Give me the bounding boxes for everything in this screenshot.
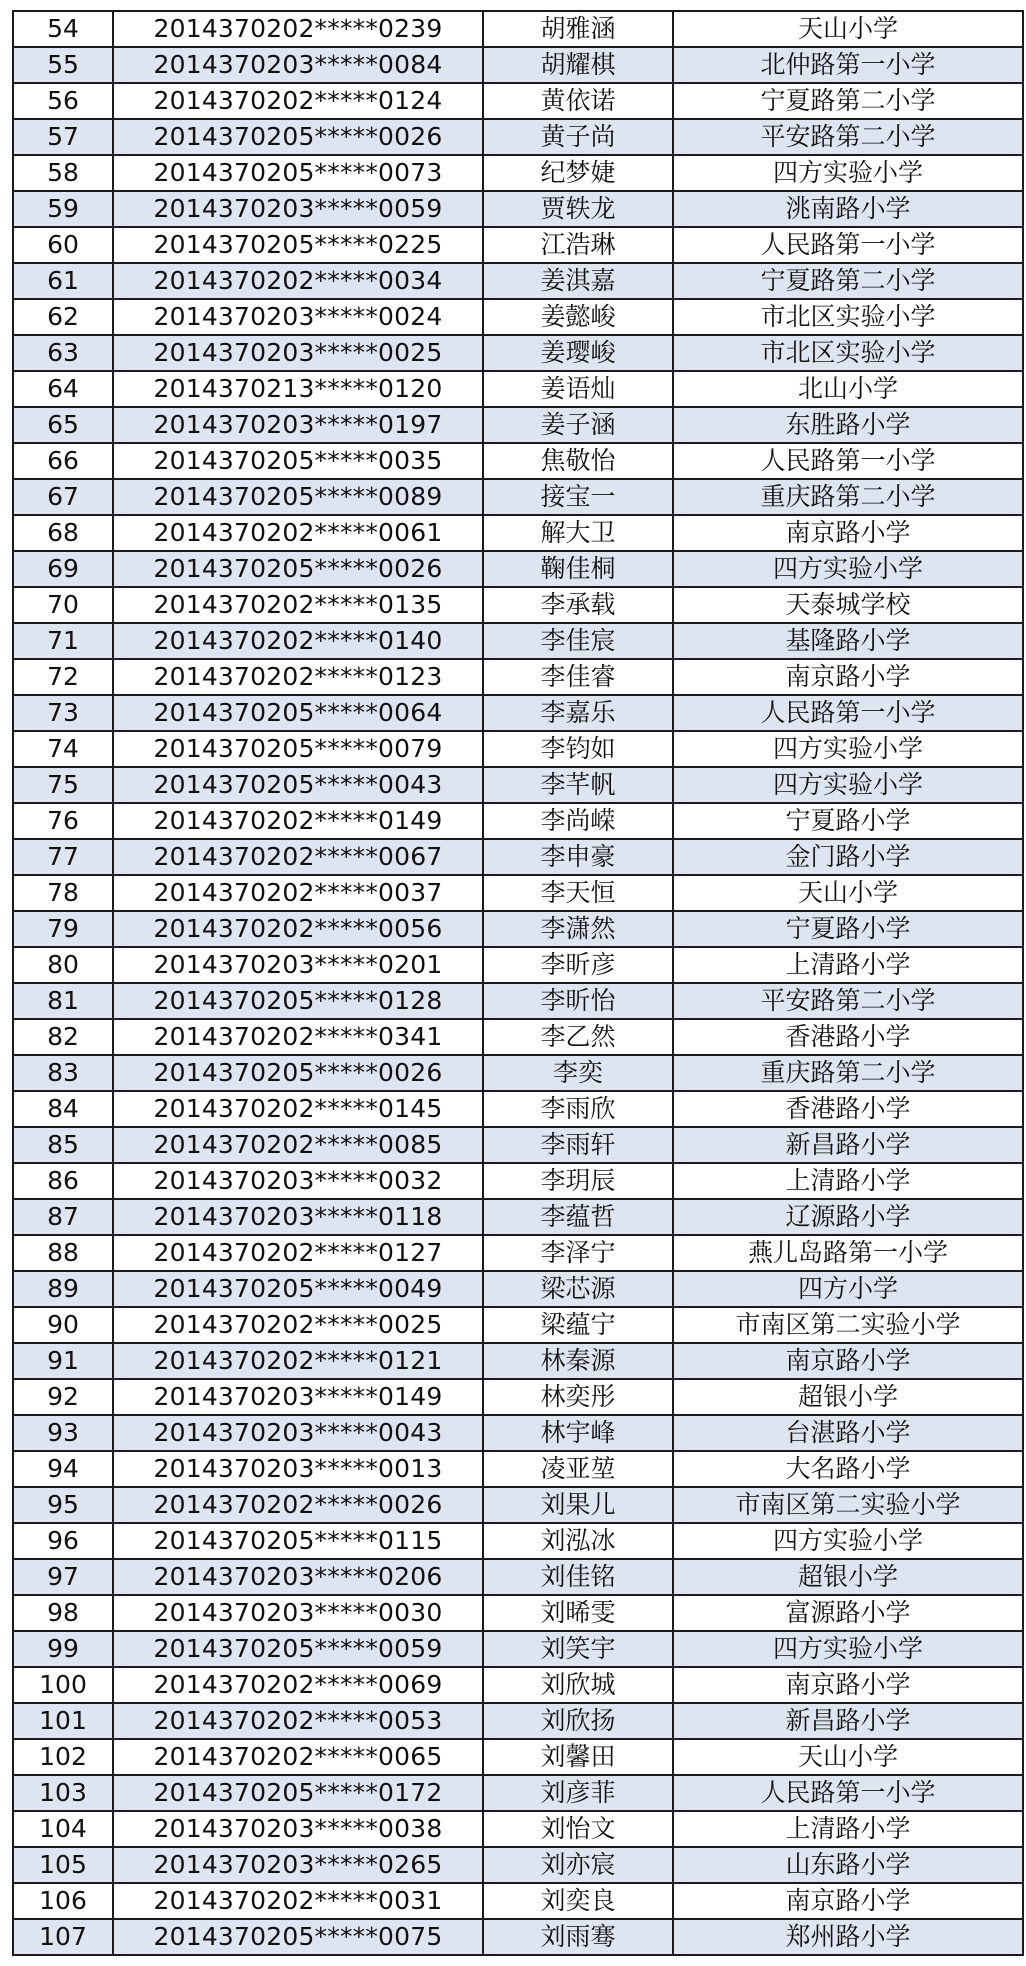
- exam-id-cell: 2014370202*****0121: [113, 1343, 483, 1379]
- row-number-cell: 98: [13, 1595, 113, 1631]
- school-name-cell: 新昌路小学: [673, 1127, 1023, 1163]
- student-name-cell: 姜懿峻: [483, 299, 673, 335]
- school-name-cell: 人民路第一小学: [673, 695, 1023, 731]
- row-number-cell: 92: [13, 1379, 113, 1415]
- student-name-cell: 林宇峰: [483, 1415, 673, 1451]
- exam-id-cell: 2014370202*****0135: [113, 587, 483, 623]
- table-row: [13, 947, 1023, 983]
- school-name-cell: 超银小学: [673, 1559, 1023, 1595]
- exam-id-cell: 2014370203*****0025: [113, 335, 483, 371]
- exam-id-cell: 2014370203*****0084: [113, 47, 483, 83]
- row-number-cell: 95: [13, 1487, 113, 1523]
- school-name-cell: 宁夏路小学: [673, 911, 1023, 947]
- table-row: [13, 227, 1023, 263]
- school-name-cell: 天山小学: [673, 1739, 1023, 1775]
- row-number-cell: 81: [13, 983, 113, 1019]
- table-row: [13, 1163, 1023, 1199]
- student-name-cell: 刘亦宸: [483, 1847, 673, 1883]
- exam-id-cell: 2014370203*****0043: [113, 1415, 483, 1451]
- row-number-cell: 102: [13, 1739, 113, 1775]
- student-name-cell: 刘晞雯: [483, 1595, 673, 1631]
- student-name-cell: 刘笑宇: [483, 1631, 673, 1667]
- student-name-cell: 李昕彦: [483, 947, 673, 983]
- school-name-cell: 重庆路第二小学: [673, 479, 1023, 515]
- exam-id-cell: 2014370202*****0061: [113, 515, 483, 551]
- row-number-cell: 84: [13, 1091, 113, 1127]
- exam-id-cell: 2014370202*****0056: [113, 911, 483, 947]
- table-row: [13, 1811, 1023, 1847]
- exam-id-cell: 2014370202*****0037: [113, 875, 483, 911]
- row-number-cell: 71: [13, 623, 113, 659]
- row-number-cell: 88: [13, 1235, 113, 1271]
- exam-id-cell: 2014370203*****0206: [113, 1559, 483, 1595]
- school-name-cell: 富源路小学: [673, 1595, 1023, 1631]
- table-row: [13, 1091, 1023, 1127]
- school-name-cell: 宁夏路第二小学: [673, 263, 1023, 299]
- row-number-cell: 64: [13, 371, 113, 407]
- table-row: [13, 1487, 1023, 1523]
- student-name-cell: 焦敬怡: [483, 443, 673, 479]
- row-number-cell: 59: [13, 191, 113, 227]
- school-name-cell: 市北区实验小学: [673, 299, 1023, 335]
- school-name-cell: 平安路第二小学: [673, 983, 1023, 1019]
- student-name-cell: 李钧如: [483, 731, 673, 767]
- student-name-cell: 贾轶龙: [483, 191, 673, 227]
- student-name-cell: 刘欣扬: [483, 1703, 673, 1739]
- table-row: [13, 1451, 1023, 1487]
- table-row: [13, 1559, 1023, 1595]
- table-row: [13, 1343, 1023, 1379]
- table-row: [13, 1235, 1023, 1271]
- row-number-cell: 107: [13, 1919, 113, 1955]
- school-name-cell: 南京路小学: [673, 659, 1023, 695]
- exam-id-cell: 2014370202*****0065: [113, 1739, 483, 1775]
- student-name-cell: 李雨轩: [483, 1127, 673, 1163]
- exam-id-cell: 2014370205*****0172: [113, 1775, 483, 1811]
- exam-id-cell: 2014370202*****0123: [113, 659, 483, 695]
- student-name-cell: 胡耀棋: [483, 47, 673, 83]
- exam-id-cell: 2014370205*****0073: [113, 155, 483, 191]
- school-name-cell: 上清路小学: [673, 1163, 1023, 1199]
- student-name-cell: 李乙然: [483, 1019, 673, 1055]
- row-number-cell: 97: [13, 1559, 113, 1595]
- student-name-cell: 江浩琳: [483, 227, 673, 263]
- student-name-cell: 刘怡文: [483, 1811, 673, 1847]
- table-row: [13, 1271, 1023, 1307]
- table-row: [13, 443, 1023, 479]
- row-number-cell: 54: [13, 11, 113, 47]
- student-name-cell: 李雨欣: [483, 1091, 673, 1127]
- school-name-cell: 市北区实验小学: [673, 335, 1023, 371]
- table-row: [13, 659, 1023, 695]
- student-name-cell: 凌亚堃: [483, 1451, 673, 1487]
- table-row: [13, 11, 1023, 47]
- row-number-cell: 90: [13, 1307, 113, 1343]
- exam-id-cell: 2014370202*****0069: [113, 1667, 483, 1703]
- table-row: [13, 1019, 1023, 1055]
- school-name-cell: 香港路小学: [673, 1091, 1023, 1127]
- table-row: [13, 1415, 1023, 1451]
- row-number-cell: 55: [13, 47, 113, 83]
- row-number-cell: 75: [13, 767, 113, 803]
- row-number-cell: 58: [13, 155, 113, 191]
- school-name-cell: 台湛路小学: [673, 1415, 1023, 1451]
- table-row: [13, 263, 1023, 299]
- row-number-cell: 104: [13, 1811, 113, 1847]
- table-row: [13, 1631, 1023, 1667]
- row-number-cell: 94: [13, 1451, 113, 1487]
- row-number-cell: 72: [13, 659, 113, 695]
- school-name-cell: 金门路小学: [673, 839, 1023, 875]
- table-row: [13, 731, 1023, 767]
- table-row: [13, 1127, 1023, 1163]
- school-name-cell: 人民路第一小学: [673, 1775, 1023, 1811]
- exam-id-cell: 2014370203*****0024: [113, 299, 483, 335]
- school-name-cell: 重庆路第二小学: [673, 1055, 1023, 1091]
- row-number-cell: 56: [13, 83, 113, 119]
- table-row: [13, 803, 1023, 839]
- student-name-cell: 李承载: [483, 587, 673, 623]
- table-row: [13, 1667, 1023, 1703]
- row-number-cell: 91: [13, 1343, 113, 1379]
- school-name-cell: 大名路小学: [673, 1451, 1023, 1487]
- table-row: [13, 1703, 1023, 1739]
- school-name-cell: 南京路小学: [673, 1343, 1023, 1379]
- student-name-cell: 李泽宁: [483, 1235, 673, 1271]
- exam-id-cell: 2014370205*****0089: [113, 479, 483, 515]
- table-row: [13, 515, 1023, 551]
- school-name-cell: 山东路小学: [673, 1847, 1023, 1883]
- student-list-table: [12, 10, 1024, 1956]
- row-number-cell: 57: [13, 119, 113, 155]
- exam-id-cell: 2014370202*****0140: [113, 623, 483, 659]
- exam-id-cell: 2014370205*****0026: [113, 1055, 483, 1091]
- exam-id-cell: 2014370202*****0053: [113, 1703, 483, 1739]
- row-number-cell: 79: [13, 911, 113, 947]
- student-name-cell: 刘欣城: [483, 1667, 673, 1703]
- student-name-cell: 接宝一: [483, 479, 673, 515]
- table-row: [13, 299, 1023, 335]
- row-number-cell: 69: [13, 551, 113, 587]
- school-name-cell: 四方实验小学: [673, 155, 1023, 191]
- exam-id-cell: 2014370205*****0026: [113, 551, 483, 587]
- student-name-cell: 姜子涵: [483, 407, 673, 443]
- school-name-cell: 基隆路小学: [673, 623, 1023, 659]
- exam-id-cell: 2014370203*****0032: [113, 1163, 483, 1199]
- table-row: [13, 767, 1023, 803]
- exam-id-cell: 2014370205*****0079: [113, 731, 483, 767]
- school-name-cell: 四方实验小学: [673, 1631, 1023, 1667]
- student-name-cell: 姜璎峻: [483, 335, 673, 371]
- table-row: [13, 983, 1023, 1019]
- student-list-body: [13, 11, 1023, 1955]
- table-row: [13, 119, 1023, 155]
- exam-id-cell: 2014370202*****0025: [113, 1307, 483, 1343]
- student-name-cell: 李尚嵘: [483, 803, 673, 839]
- student-name-cell: 姜淇嘉: [483, 263, 673, 299]
- row-number-cell: 70: [13, 587, 113, 623]
- student-name-cell: 李天恒: [483, 875, 673, 911]
- exam-id-cell: 2014370202*****0085: [113, 1127, 483, 1163]
- school-name-cell: 四方小学: [673, 1271, 1023, 1307]
- exam-id-cell: 2014370205*****0035: [113, 443, 483, 479]
- table-row: [13, 83, 1023, 119]
- exam-id-cell: 2014370202*****0067: [113, 839, 483, 875]
- student-name-cell: 李奕: [483, 1055, 673, 1091]
- table-row: [13, 1847, 1023, 1883]
- exam-id-cell: 2014370202*****0026: [113, 1487, 483, 1523]
- row-number-cell: 77: [13, 839, 113, 875]
- exam-id-cell: 2014370202*****0124: [113, 83, 483, 119]
- table-row: [13, 839, 1023, 875]
- table-row: [13, 1775, 1023, 1811]
- exam-id-cell: 2014370203*****0149: [113, 1379, 483, 1415]
- exam-id-cell: 2014370203*****0030: [113, 1595, 483, 1631]
- school-name-cell: 北山小学: [673, 371, 1023, 407]
- exam-id-cell: 2014370203*****0118: [113, 1199, 483, 1235]
- row-number-cell: 73: [13, 695, 113, 731]
- student-name-cell: 李芊帆: [483, 767, 673, 803]
- table-row: [13, 1739, 1023, 1775]
- exam-id-cell: 2014370203*****0197: [113, 407, 483, 443]
- row-number-cell: 100: [13, 1667, 113, 1703]
- row-number-cell: 87: [13, 1199, 113, 1235]
- student-name-cell: 刘彦菲: [483, 1775, 673, 1811]
- student-name-cell: 李玥辰: [483, 1163, 673, 1199]
- school-name-cell: 燕儿岛路第一小学: [673, 1235, 1023, 1271]
- student-name-cell: 刘果儿: [483, 1487, 673, 1523]
- exam-id-cell: 2014370202*****0149: [113, 803, 483, 839]
- student-name-cell: 刘奕良: [483, 1883, 673, 1919]
- student-name-cell: 梁芯源: [483, 1271, 673, 1307]
- school-name-cell: 宁夏路第二小学: [673, 83, 1023, 119]
- exam-id-cell: 2014370203*****0013: [113, 1451, 483, 1487]
- student-name-cell: 李蕴哲: [483, 1199, 673, 1235]
- row-number-cell: 105: [13, 1847, 113, 1883]
- table-row: [13, 155, 1023, 191]
- table-row: [13, 479, 1023, 515]
- exam-id-cell: 2014370205*****0043: [113, 767, 483, 803]
- student-name-cell: 林奕彤: [483, 1379, 673, 1415]
- school-name-cell: 市南区第二实验小学: [673, 1307, 1023, 1343]
- exam-id-cell: 2014370205*****0026: [113, 119, 483, 155]
- exam-id-cell: 2014370202*****0239: [113, 11, 483, 47]
- row-number-cell: 86: [13, 1163, 113, 1199]
- student-name-cell: 李嘉乐: [483, 695, 673, 731]
- row-number-cell: 103: [13, 1775, 113, 1811]
- table-row: [13, 407, 1023, 443]
- school-name-cell: 四方实验小学: [673, 767, 1023, 803]
- student-name-cell: 黄依诺: [483, 83, 673, 119]
- table-row: [13, 1523, 1023, 1559]
- school-name-cell: 宁夏路小学: [673, 803, 1023, 839]
- student-name-cell: 李佳宸: [483, 623, 673, 659]
- school-name-cell: 上清路小学: [673, 947, 1023, 983]
- student-name-cell: 刘泓冰: [483, 1523, 673, 1559]
- school-name-cell: 人民路第一小学: [673, 443, 1023, 479]
- table-row: [13, 1595, 1023, 1631]
- school-name-cell: 南京路小学: [673, 1883, 1023, 1919]
- row-number-cell: 60: [13, 227, 113, 263]
- exam-id-cell: 2014370205*****0115: [113, 1523, 483, 1559]
- exam-id-cell: 2014370205*****0064: [113, 695, 483, 731]
- table-row: [13, 1919, 1023, 1955]
- row-number-cell: 99: [13, 1631, 113, 1667]
- exam-id-cell: 2014370205*****0075: [113, 1919, 483, 1955]
- school-name-cell: 天泰城学校: [673, 587, 1023, 623]
- exam-id-cell: 2014370213*****0120: [113, 371, 483, 407]
- school-name-cell: 天山小学: [673, 11, 1023, 47]
- student-name-cell: 刘雨骞: [483, 1919, 673, 1955]
- row-number-cell: 63: [13, 335, 113, 371]
- exam-id-cell: 2014370205*****0059: [113, 1631, 483, 1667]
- student-name-cell: 梁蕴宁: [483, 1307, 673, 1343]
- school-name-cell: 上清路小学: [673, 1811, 1023, 1847]
- table-row: [13, 47, 1023, 83]
- table-row: [13, 1199, 1023, 1235]
- student-name-cell: 胡雅涵: [483, 11, 673, 47]
- table-row: [13, 623, 1023, 659]
- school-name-cell: 洮南路小学: [673, 191, 1023, 227]
- row-number-cell: 85: [13, 1127, 113, 1163]
- student-name-cell: 姜语灿: [483, 371, 673, 407]
- table-row: [13, 191, 1023, 227]
- school-name-cell: 超银小学: [673, 1379, 1023, 1415]
- row-number-cell: 101: [13, 1703, 113, 1739]
- exam-id-cell: 2014370202*****0145: [113, 1091, 483, 1127]
- row-number-cell: 66: [13, 443, 113, 479]
- exam-id-cell: 2014370205*****0049: [113, 1271, 483, 1307]
- table-row: [13, 875, 1023, 911]
- table-row: [13, 695, 1023, 731]
- student-name-cell: 李潇然: [483, 911, 673, 947]
- exam-id-cell: 2014370203*****0038: [113, 1811, 483, 1847]
- student-name-cell: 李申豪: [483, 839, 673, 875]
- school-name-cell: 南京路小学: [673, 515, 1023, 551]
- school-name-cell: 四方实验小学: [673, 1523, 1023, 1559]
- row-number-cell: 65: [13, 407, 113, 443]
- row-number-cell: 61: [13, 263, 113, 299]
- table-row: [13, 1883, 1023, 1919]
- school-name-cell: 郑州路小学: [673, 1919, 1023, 1955]
- school-name-cell: 天山小学: [673, 875, 1023, 911]
- row-number-cell: 78: [13, 875, 113, 911]
- school-name-cell: 南京路小学: [673, 1667, 1023, 1703]
- row-number-cell: 83: [13, 1055, 113, 1091]
- school-name-cell: 人民路第一小学: [673, 227, 1023, 263]
- school-name-cell: 市南区第二实验小学: [673, 1487, 1023, 1523]
- row-number-cell: 67: [13, 479, 113, 515]
- exam-id-cell: 2014370203*****0201: [113, 947, 483, 983]
- student-name-cell: 解大卫: [483, 515, 673, 551]
- exam-id-cell: 2014370202*****0031: [113, 1883, 483, 1919]
- school-name-cell: 新昌路小学: [673, 1703, 1023, 1739]
- row-number-cell: 62: [13, 299, 113, 335]
- school-name-cell: 四方实验小学: [673, 731, 1023, 767]
- student-name-cell: 李佳睿: [483, 659, 673, 695]
- row-number-cell: 74: [13, 731, 113, 767]
- row-number-cell: 68: [13, 515, 113, 551]
- exam-id-cell: 2014370205*****0128: [113, 983, 483, 1019]
- exam-id-cell: 2014370202*****0034: [113, 263, 483, 299]
- school-name-cell: 平安路第二小学: [673, 119, 1023, 155]
- table-row: [13, 587, 1023, 623]
- student-name-cell: 林秦源: [483, 1343, 673, 1379]
- table-row: [13, 371, 1023, 407]
- table-row: [13, 551, 1023, 587]
- row-number-cell: 106: [13, 1883, 113, 1919]
- row-number-cell: 76: [13, 803, 113, 839]
- row-number-cell: 89: [13, 1271, 113, 1307]
- table-row: [13, 1055, 1023, 1091]
- exam-id-cell: 2014370203*****0265: [113, 1847, 483, 1883]
- row-number-cell: 80: [13, 947, 113, 983]
- school-name-cell: 东胜路小学: [673, 407, 1023, 443]
- table-row: [13, 911, 1023, 947]
- exam-id-cell: 2014370205*****0225: [113, 227, 483, 263]
- school-name-cell: 香港路小学: [673, 1019, 1023, 1055]
- table-row: [13, 1379, 1023, 1415]
- school-name-cell: 辽源路小学: [673, 1199, 1023, 1235]
- row-number-cell: 93: [13, 1415, 113, 1451]
- student-name-cell: 李昕怡: [483, 983, 673, 1019]
- exam-id-cell: 2014370203*****0059: [113, 191, 483, 227]
- exam-id-cell: 2014370202*****0341: [113, 1019, 483, 1055]
- student-name-cell: 鞠佳桐: [483, 551, 673, 587]
- student-name-cell: 刘佳铭: [483, 1559, 673, 1595]
- student-name-cell: 黄子尚: [483, 119, 673, 155]
- school-name-cell: 北仲路第一小学: [673, 47, 1023, 83]
- exam-id-cell: 2014370202*****0127: [113, 1235, 483, 1271]
- row-number-cell: 82: [13, 1019, 113, 1055]
- row-number-cell: 96: [13, 1523, 113, 1559]
- student-name-cell: 纪梦婕: [483, 155, 673, 191]
- table-row: [13, 1307, 1023, 1343]
- table-row: [13, 335, 1023, 371]
- student-name-cell: 刘馨田: [483, 1739, 673, 1775]
- school-name-cell: 四方实验小学: [673, 551, 1023, 587]
